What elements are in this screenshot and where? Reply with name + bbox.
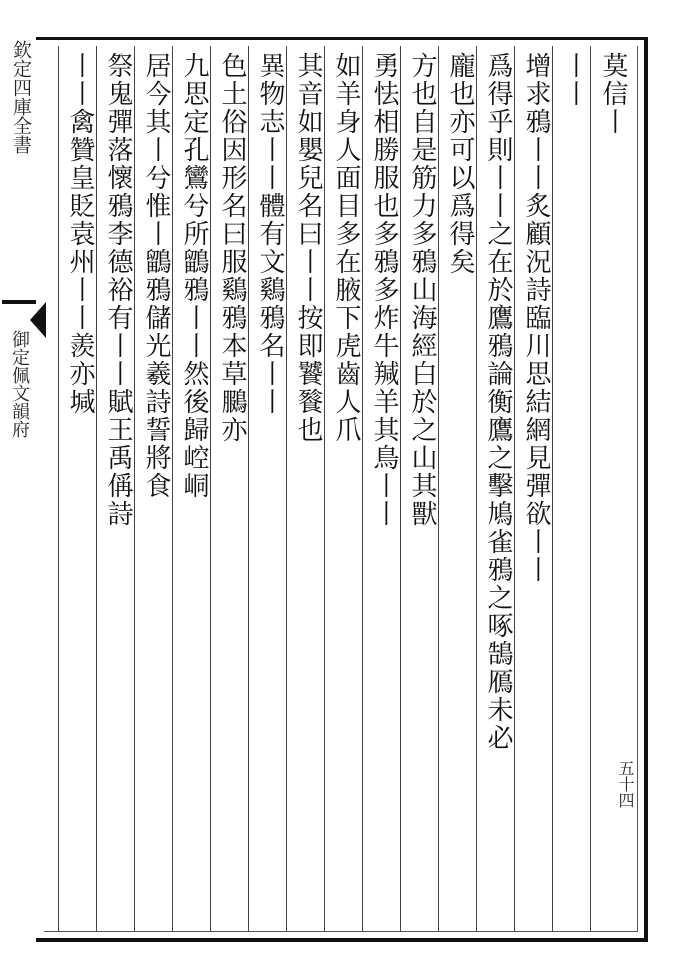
text-column: 如羊身人面目多在腋下虎齒人爪 xyxy=(331,52,361,444)
book-title: 御定佩文韻府 xyxy=(9,330,30,438)
text-column: 爲得乎則丨丨之在於鷹鴉論衡鷹之擊鳩雀鴉之啄鵠鴈未必 xyxy=(483,52,513,752)
text-column: 丨丨 xyxy=(559,52,589,108)
text-column: 居今其丨兮惟丨鶹鴉儲光羲詩誓將食 xyxy=(141,52,171,500)
text-column: 龐也亦可以爲得矣 xyxy=(445,52,475,276)
text-column: 增求鴉丨丨炙顧況詩臨川思結網見彈欲丨丨 xyxy=(521,52,551,584)
text-column: 勇怯相勝服也多鴉多炸牛羬羊其鳥丨丨 xyxy=(369,52,399,528)
text-column: 丨丨禽贊皇貶袁州丨丨羨亦堿 xyxy=(65,52,95,416)
page-number: 五十四 xyxy=(616,760,635,808)
text-column: 方也自是筋力多鴉山海經白於之山其獸 xyxy=(407,52,437,528)
text-column: 祭鬼彈落懷鴉李德裕有丨丨賦王禹偁詩 xyxy=(103,52,133,528)
text-column: 其音如嬰兒名曰丨丨按即饕餮也 xyxy=(293,52,323,444)
margin-header: 欽定四庫全書 xyxy=(10,40,32,154)
column-rule xyxy=(58,46,59,932)
text-column: 異物志丨丨體有文鷄鴉名丨丨 xyxy=(255,52,285,416)
text-column: 九思定孔鸞兮所鶹鴉丨丨然後歸崆峒 xyxy=(179,52,209,500)
text-column: 莫信丨 xyxy=(598,52,628,136)
text-column: 色土俗因形名曰服鷄鴉本草鵩亦 xyxy=(217,52,247,444)
